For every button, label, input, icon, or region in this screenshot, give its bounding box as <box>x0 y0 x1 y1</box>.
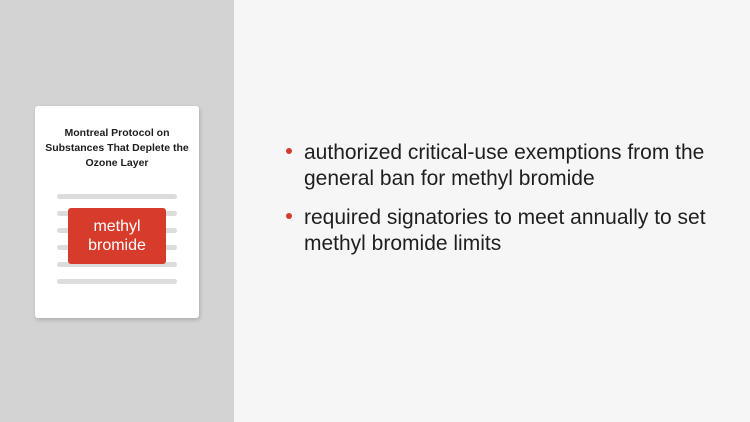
bullet-text: authorized critical-use exemptions from the general ban for methyl bromide <box>304 141 705 190</box>
bullet-dot-icon <box>286 213 292 219</box>
document-text-line <box>57 194 177 199</box>
bullet-item <box>286 140 726 192</box>
left-panel <box>0 0 234 422</box>
document-text-line <box>57 279 177 284</box>
bullet-dot-icon <box>286 148 292 154</box>
document-card <box>35 106 199 318</box>
document-title: Montreal Protocol on Substances That Deplete the Ozone Layer <box>45 127 189 169</box>
bullet-item <box>286 205 726 257</box>
bullet-list <box>286 140 726 270</box>
methyl-bromide-highlight: methyl bromide <box>68 208 166 264</box>
bullet-text: required signatories to meet annually to set methyl bromide limits <box>304 206 706 255</box>
